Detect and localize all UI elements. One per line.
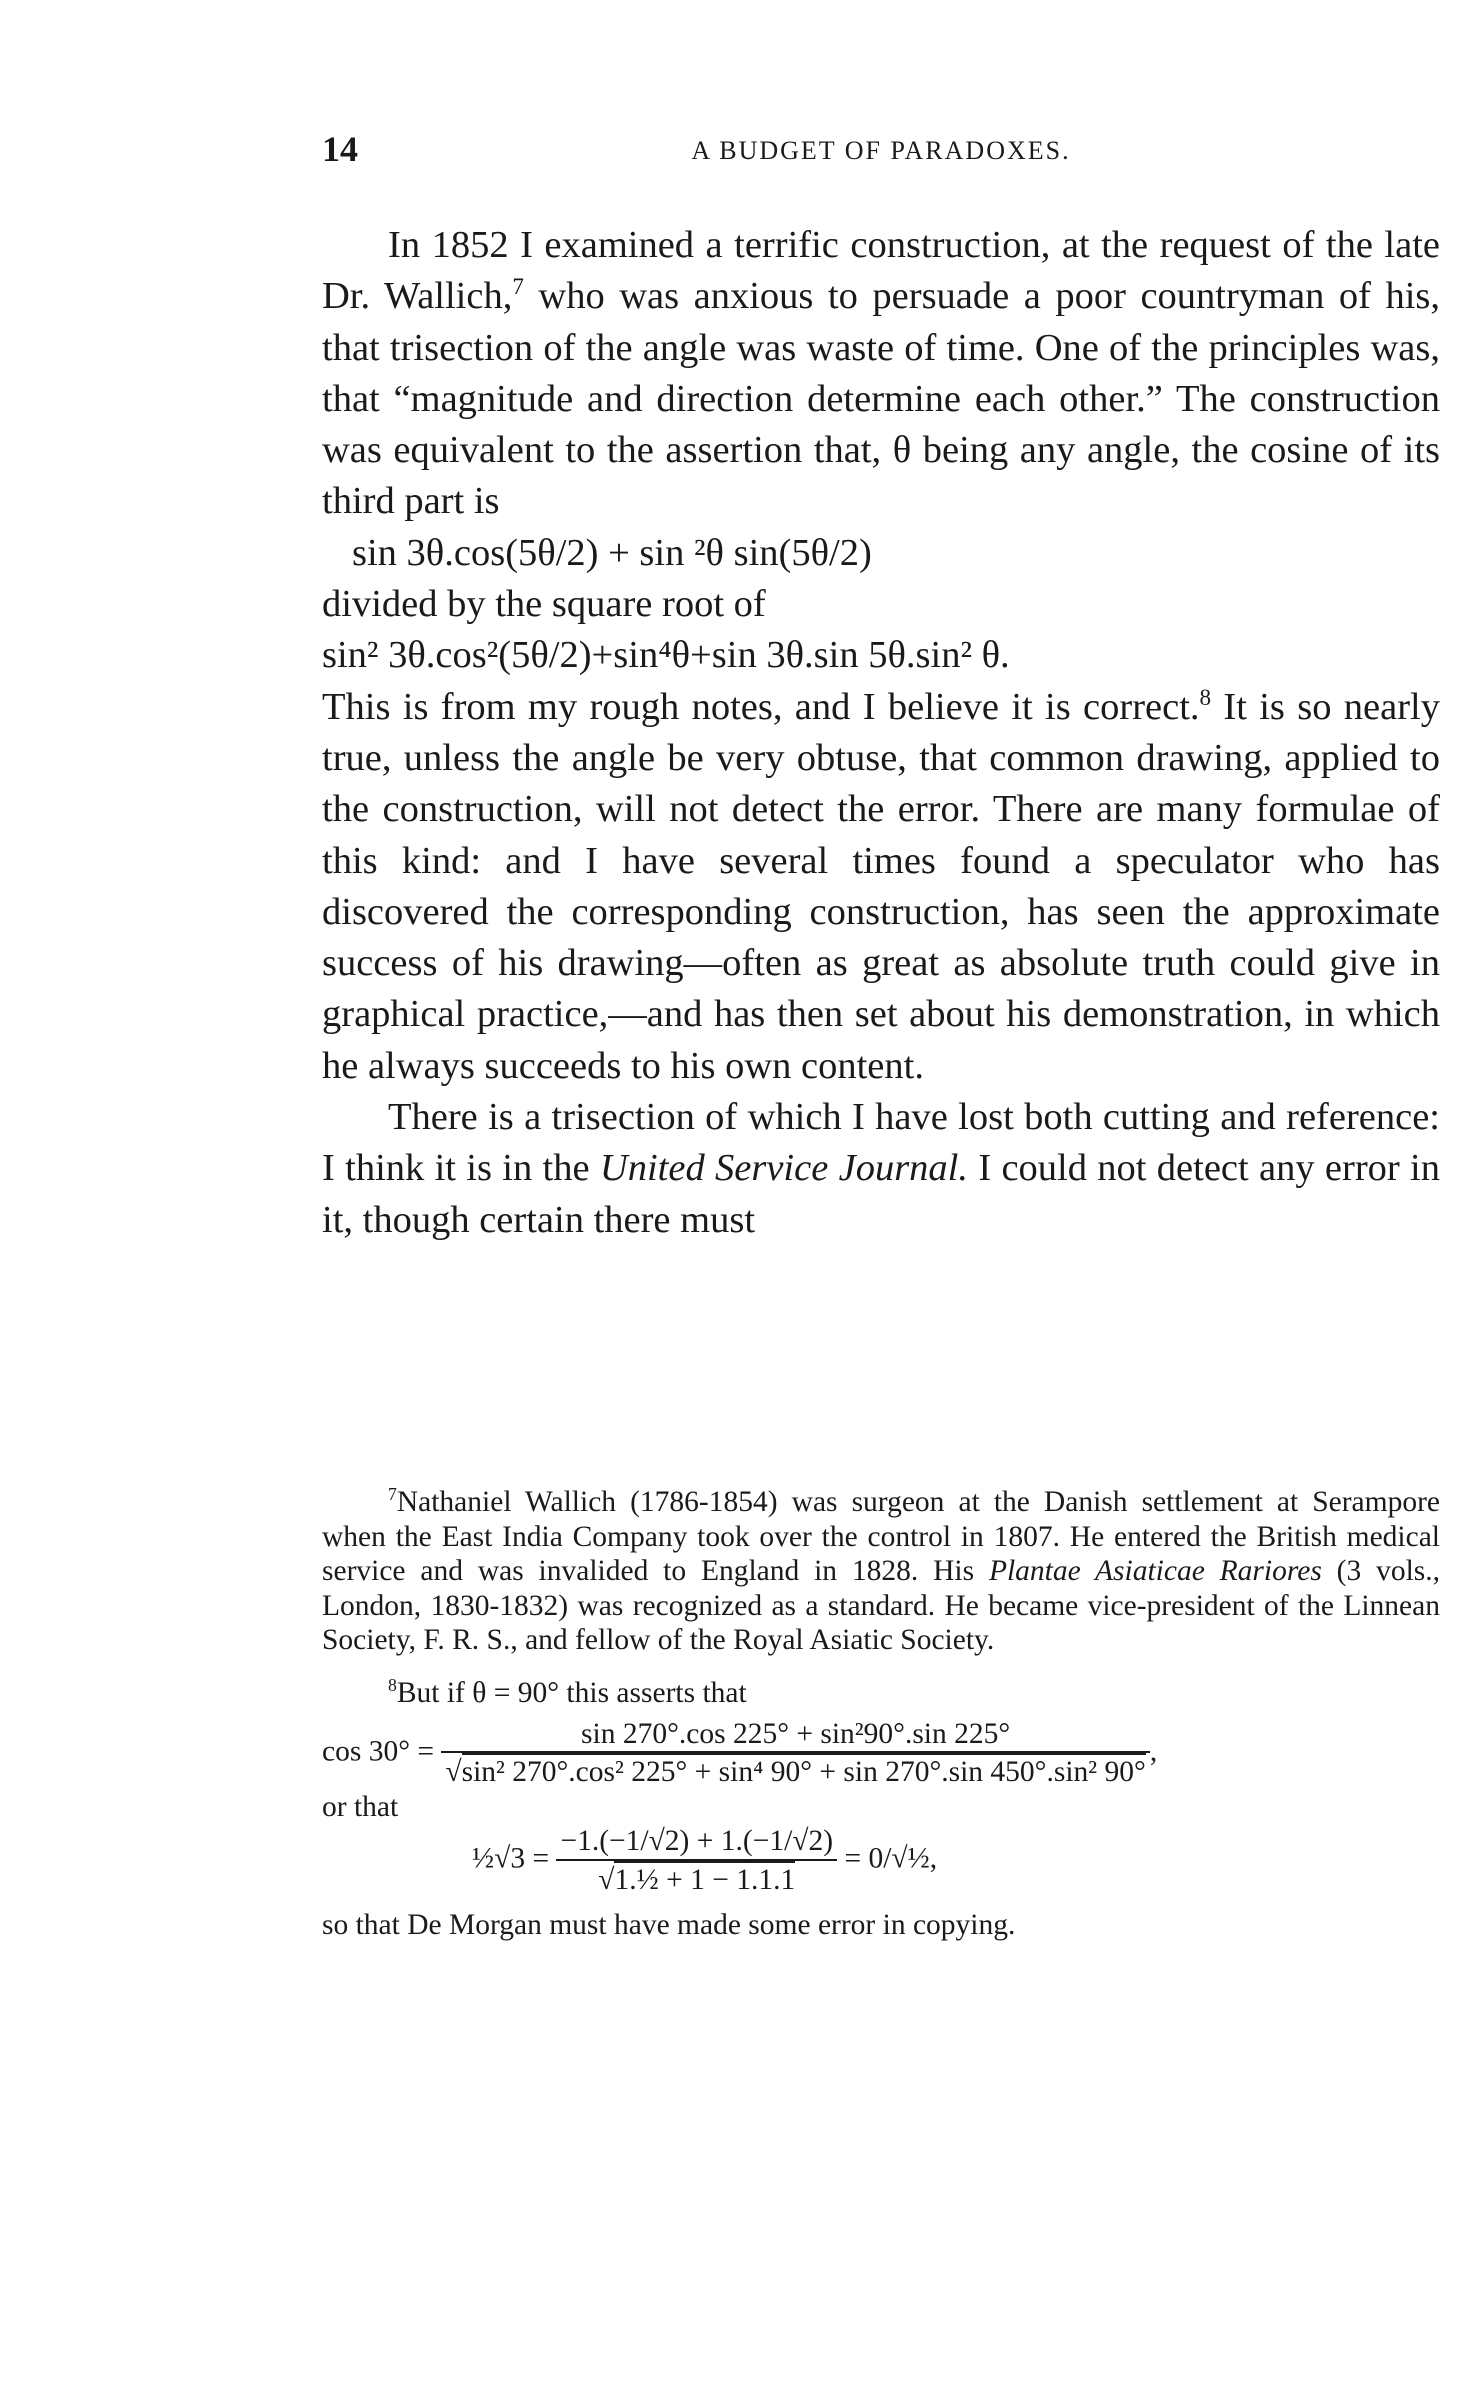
equation-1-denominator: [441, 1751, 1149, 1790]
equation-2-rhs: = 0/√½,: [844, 1842, 938, 1875]
equation-2-denominator: [556, 1859, 837, 1898]
equation-1-comma: ,: [1149, 1734, 1158, 1767]
paragraph-3: [322, 682, 1440, 1092]
running-head: A BUDGET OF PARADOXES.: [691, 136, 1071, 165]
paragraph-3-text-cont: It is so nearly true, unless the angle be very obtuse, that common drawing, applied to the construction, will not detect the error. There are many formulae of this kind: and I have several times found a speculator who has discovered the corresponding construction, has seen the approximate success of his drawing—often as great as absolute truth could give in graphical practice,—and has then set about his demonstration, in which he always succeeds to his own content.: [322, 685, 1440, 1087]
footnote-7-mark: 7: [388, 1484, 397, 1505]
equation-1: [322, 1717, 1440, 1790]
equation-2-lhs: ½√3 =: [472, 1842, 550, 1875]
journal-title: United Service Journal.: [599, 1147, 968, 1190]
paragraph-4-text-cont: I could not detect any error in it, though certain there must: [322, 1147, 1440, 1241]
equation-2-radicand: 1.½ + 1 − 1.1.1: [614, 1861, 795, 1896]
footnote-7-text-cont: (3 vols., London, 1830-1832) was recognized as a standard. He became vice-president of the Linnean Society, F. R. S., and fellow of the Royal Asiatic Society.: [322, 1555, 1441, 1657]
footnote-ref-7: 7: [512, 273, 524, 300]
equation-2-numerator: −1.(−1/√2) + 1.(−1/√2): [560, 1825, 834, 1858]
paragraph-3-text: This is from my rough notes, and I believe it is correct.: [322, 685, 1200, 728]
equation-1-numerator: sin 270°.cos 225° + sin²90°.sin 225°: [581, 1717, 1011, 1750]
sqrt-sign: √: [598, 1863, 615, 1896]
equation-1-fraction: [441, 1717, 1149, 1790]
equation-1-radicand: sin² 270°.cos² 225° + sin⁴ 90° + sin 270°.sin 450°.sin² 90°: [462, 1753, 1146, 1788]
footnote-8-conclusion: so that De Morgan must have made some error in copying.: [322, 1908, 1016, 1941]
sqrt-sign: √: [445, 1756, 462, 1789]
paragraph-4: [322, 1092, 1440, 1246]
body-text: [322, 220, 1440, 1246]
page-header: [322, 128, 1440, 168]
equation-2: [322, 1824, 1440, 1897]
footnote-7: [322, 1485, 1440, 1658]
footnote-8-mark: 8: [388, 1675, 397, 1696]
paragraph-4-text: There is a trisection of which I have lost both cutting and reference: I think it is in the: [322, 1096, 1440, 1190]
equation-2-fraction: [556, 1824, 837, 1897]
paragraph-1-text: In 1852 I examined a terrific construction, at the request of the late Dr. Wallich,: [322, 224, 1440, 318]
footnote-8-intro: But if θ = 90° this asserts that: [396, 1676, 747, 1709]
footnote-ref-8: 8: [1199, 683, 1212, 710]
or-that: or that: [322, 1790, 399, 1823]
formula-numerator: sin 3θ.cos(5θ/2) + sin ²θ sin(5θ/2): [352, 531, 872, 574]
footnotes: [322, 1485, 1440, 1942]
footnote-8: [322, 1676, 1440, 1711]
paragraph-2: divided by the square root of: [322, 583, 766, 626]
equation-1-lhs: cos 30° =: [322, 1734, 435, 1767]
paragraph-1-text-cont: who was anxious to persuade a poor countryman of his, that trisection of the angle was waste of time. One of the principles was, that “magnitude and direction determine each other.” The construction was equivalent to the assertion that, θ being any angle, the cosine of its third part is: [322, 275, 1441, 523]
page-number: 14: [322, 129, 358, 169]
footnote-7-text: Nathaniel Wallich (1786-1854) was surgeon at the Danish settlement at Serampore when the East India Company took over the control in 1807. He entered the British medical service and was invalided to England in 1828. His: [322, 1486, 1440, 1588]
paragraph-1: [322, 220, 1440, 528]
book-title: Plantae Asiaticae Rariores: [988, 1555, 1322, 1588]
formula-denominator: sin² 3θ.cos²(5θ/2)+sin⁴θ+sin 3θ.sin 5θ.sin² θ.: [322, 634, 1010, 677]
